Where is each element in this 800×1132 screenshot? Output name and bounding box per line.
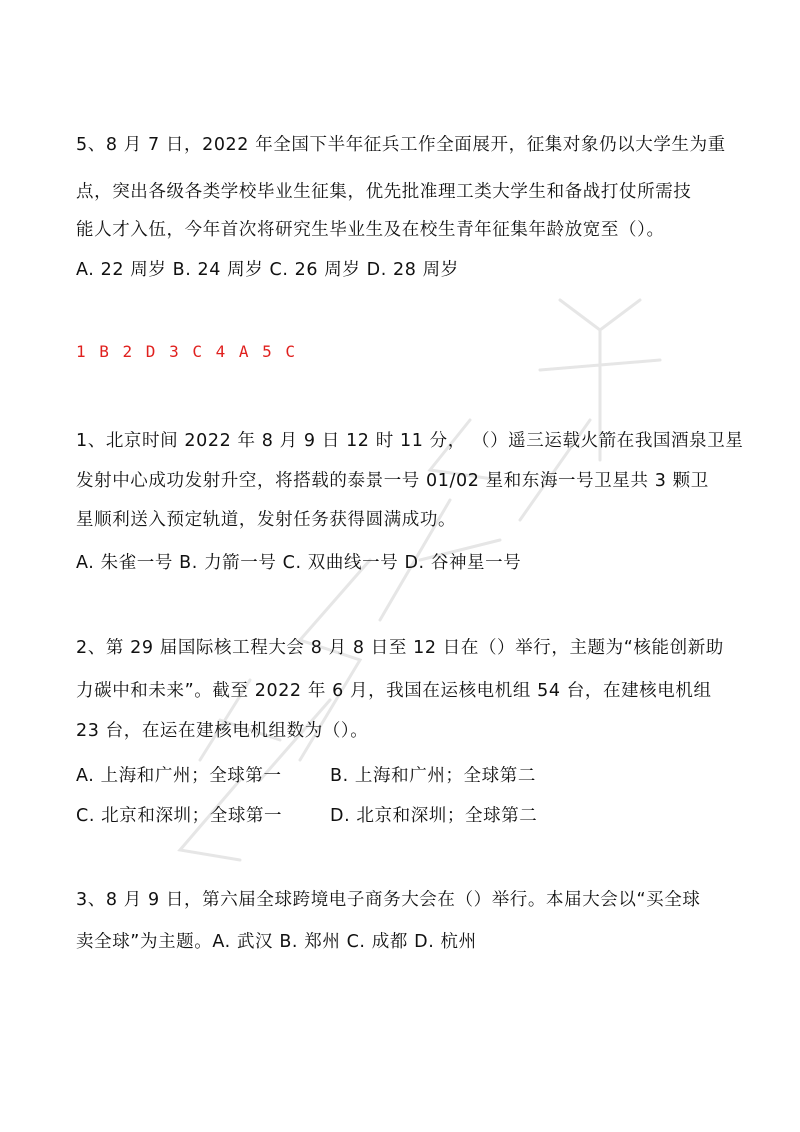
q3-line-1: 3、8 月 9 日，第六届全球跨境电子商务大会在（）举行。本届大会以“买全球 bbox=[76, 890, 701, 910]
answer-key: 1 B 2 D 3 C 4 A 5 C bbox=[76, 342, 298, 361]
q2-option-b: B. 上海和广州；全球第二 bbox=[330, 766, 536, 786]
q1-line-1: 1、北京时间 2022 年 8 月 9 日 12 时 11 分， （）遥三运载火箭在我国酒泉卫星 bbox=[76, 431, 744, 451]
q1-options: A. 朱雀一号 B. 力箭一号 C. 双曲线一号 D. 谷神星一号 bbox=[76, 553, 522, 573]
q2-option-c: C. 北京和深圳；全球第一 bbox=[76, 806, 283, 826]
q2-line-3: 23 台，在运在建核电机组数为（）。 bbox=[76, 721, 369, 741]
q2-line-2: 力碳中和未来”。截至 2022 年 6 月，我国在运核电机组 54 台，在建核电机组 bbox=[76, 681, 712, 701]
q5-line-2: 点，突出各级各类学校毕业生征集，优先批准理工类大学生和备战打仗所需技 bbox=[76, 182, 692, 202]
q2-line-1: 2、第 29 届国际核工程大会 8 月 8 日至 12 日在（）举行，主题为“核能创新助 bbox=[76, 638, 724, 658]
q1-line-2: 发射中心成功发射升空，将搭载的泰景一号 01/02 星和东海一号卫星共 3 颗卫 bbox=[76, 471, 709, 491]
q5-line-1: 5、8 月 7 日，2022 年全国下半年征兵工作全面展开，征集对象仍以大学生为重 bbox=[76, 135, 726, 155]
q1-line-3: 星顺利送入预定轨道，发射任务获得圆满成功。 bbox=[76, 510, 457, 530]
q5-line-3: 能人才入伍，今年首次将研究生毕业生及在校生青年征集年龄放宽至（）。 bbox=[76, 220, 665, 240]
q2-option-d: D. 北京和深圳；全球第二 bbox=[330, 806, 538, 826]
q5-options: A. 22 周岁 B. 24 周岁 C. 26 周岁 D. 28 周岁 bbox=[76, 260, 459, 280]
q3-line-2: 卖全球”为主题。A. 武汉 B. 郑州 C. 成都 D. 杭州 bbox=[76, 932, 477, 952]
q2-option-a: A. 上海和广州；全球第一 bbox=[76, 766, 282, 786]
